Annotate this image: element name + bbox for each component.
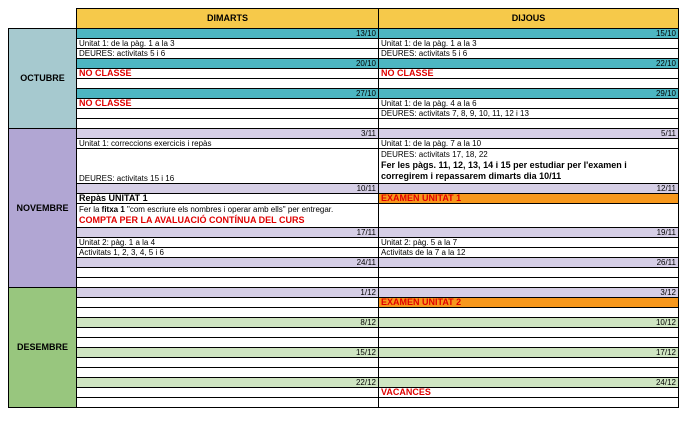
task-cell: Unitat 1: correccions exercicis i repàs xyxy=(77,139,379,149)
date-cell: 3/11 xyxy=(77,129,379,139)
table-row xyxy=(9,49,679,59)
header-dimarts: DIMARTS xyxy=(77,9,379,29)
date-cell: 8/12 xyxy=(77,318,379,328)
empty-cell xyxy=(379,368,679,378)
date-cell: 13/10 xyxy=(77,29,379,39)
table-row xyxy=(9,248,679,258)
table-row xyxy=(9,204,679,228)
task-cell: Unitat 2: pàg. 1 a la 4 xyxy=(77,238,379,248)
table-row xyxy=(9,139,679,149)
task-cell: Unitat 1: de la pàg. 1 a la 3 xyxy=(77,39,379,49)
date-cell: 29/10 xyxy=(379,89,679,99)
date-cell: 20/10 xyxy=(77,59,379,69)
homework-cell xyxy=(379,149,679,184)
empty-cell xyxy=(379,398,679,408)
exam-cell: EXAMEN UNITAT 2 xyxy=(379,298,679,308)
empty-cell xyxy=(379,278,679,288)
table-row xyxy=(9,119,679,129)
table-row xyxy=(9,129,679,139)
date-cell: 27/10 xyxy=(77,89,379,99)
date-cell: 26/11 xyxy=(379,258,679,268)
empty-cell xyxy=(379,358,679,368)
empty-cell xyxy=(77,308,379,318)
empty-cell xyxy=(77,79,379,89)
table-row xyxy=(9,89,679,99)
empty-cell xyxy=(379,119,679,129)
date-cell: 24/11 xyxy=(77,258,379,268)
table-row xyxy=(9,268,679,278)
date-cell: 17/11 xyxy=(77,228,379,238)
date-cell: 12/11 xyxy=(379,184,679,194)
table-row xyxy=(9,99,679,109)
table-row xyxy=(9,109,679,119)
table-row xyxy=(9,278,679,288)
month-october: OCTUBRE xyxy=(9,29,77,129)
table-row xyxy=(9,328,679,338)
date-cell: 3/12 xyxy=(379,288,679,298)
empty-cell xyxy=(379,338,679,348)
empty-cell xyxy=(77,298,379,308)
table-row xyxy=(9,358,679,368)
task-cell: Unitat 1: de la pàg. 4 a la 6 xyxy=(379,99,679,109)
empty-cell xyxy=(77,388,379,398)
empty-cell xyxy=(77,268,379,278)
empty-cell xyxy=(77,358,379,368)
date-cell: 17/12 xyxy=(379,348,679,358)
no-class-cell: NO CLASSE xyxy=(379,69,679,79)
header-row xyxy=(9,9,679,29)
empty-cell xyxy=(77,109,379,119)
worksheet-name: fitxa 1 xyxy=(101,205,125,214)
worksheet-note xyxy=(79,205,376,215)
empty-cell xyxy=(77,119,379,129)
empty-cell xyxy=(379,308,679,318)
task-cell: Activitats de la 7 a la 12 xyxy=(379,248,679,258)
review-cell: Repàs UNITAT 1 xyxy=(77,194,379,204)
task-cell: Activitats 1, 2, 3, 4, 5 i 6 xyxy=(77,248,379,258)
date-cell: 1/12 xyxy=(77,288,379,298)
worksheet-note-prefix: Fer la xyxy=(79,205,102,214)
table-row xyxy=(9,194,679,204)
header-dijous: DIJOUS xyxy=(379,9,679,29)
empty-cell xyxy=(77,338,379,348)
holidays-cell: VACANCES xyxy=(379,388,679,398)
date-cell: 15/10 xyxy=(379,29,679,39)
table-row xyxy=(9,79,679,89)
calendar-sheet xyxy=(8,8,679,408)
table-row xyxy=(9,238,679,248)
table-row xyxy=(9,298,679,308)
date-cell: 10/11 xyxy=(77,184,379,194)
month-december: DESEMBRE xyxy=(9,288,77,408)
empty-cell xyxy=(379,328,679,338)
worksheet-cell xyxy=(77,204,379,228)
homework-activities: DEURES: activitats 17, 18, 22 xyxy=(381,150,488,159)
task-cell: DEURES: activitats 7, 8, 9, 10, 11, 12 i 13 xyxy=(379,109,679,119)
month-november: NOVEMBRE xyxy=(9,129,77,288)
empty-cell xyxy=(77,278,379,288)
exam-cell: EXAMEN UNITAT 1 xyxy=(379,194,679,204)
table-row xyxy=(9,258,679,268)
table-row xyxy=(9,318,679,328)
empty-cell xyxy=(379,79,679,89)
empty-cell xyxy=(379,204,679,228)
date-cell: 22/10 xyxy=(379,59,679,69)
table-row xyxy=(9,308,679,318)
table-row xyxy=(9,348,679,358)
task-cell: DEURES: activitats 15 i 16 xyxy=(77,149,379,184)
task-cell: DEURES: activitats 5 i 6 xyxy=(379,49,679,59)
task-cell: DEURES: activitats 5 i 6 xyxy=(77,49,379,59)
task-cell: Unitat 1: de la pàg. 7 a la 10 xyxy=(379,139,679,149)
date-cell: 15/12 xyxy=(77,348,379,358)
table-row xyxy=(9,39,679,49)
no-class-cell: NO CLASSE xyxy=(77,99,379,109)
table-row xyxy=(9,398,679,408)
task-cell: Unitat 1: de la pàg. 1 a la 3 xyxy=(379,39,679,49)
table-row xyxy=(9,368,679,378)
date-cell: 19/11 xyxy=(379,228,679,238)
task-cell: Unitat 2: pàg. 5 a la 7 xyxy=(379,238,679,248)
table-row xyxy=(9,228,679,238)
empty-cell xyxy=(77,368,379,378)
empty-cell xyxy=(77,398,379,408)
date-cell: 24/12 xyxy=(379,378,679,388)
table-row xyxy=(9,338,679,348)
table-row xyxy=(9,29,679,39)
empty-cell xyxy=(379,268,679,278)
homework-study-note: Fer les pàgs. 11, 12, 13, 14 i 15 per estudiar per l'examen i corregirem i repassarem dimarts dia 10/11 xyxy=(381,160,627,181)
table-row xyxy=(9,388,679,398)
table-row xyxy=(9,184,679,194)
table-row xyxy=(9,288,679,298)
table-row xyxy=(9,149,679,184)
no-class-cell: NO CLASSE xyxy=(77,69,379,79)
continuous-assessment-note: COMPTA PER LA AVALUACIÓ CONTÍNUA DEL CURS xyxy=(79,215,305,225)
date-cell: 10/12 xyxy=(379,318,679,328)
table-row xyxy=(9,69,679,79)
date-cell: 22/12 xyxy=(77,378,379,388)
date-cell: 5/11 xyxy=(379,129,679,139)
table-row xyxy=(9,59,679,69)
table-row xyxy=(9,378,679,388)
worksheet-note-suffix: "com escriure els nombres i operar amb ells" per entregar. xyxy=(124,205,334,214)
empty-cell xyxy=(77,328,379,338)
schedule-table xyxy=(8,8,679,408)
corner-cell xyxy=(9,9,77,29)
